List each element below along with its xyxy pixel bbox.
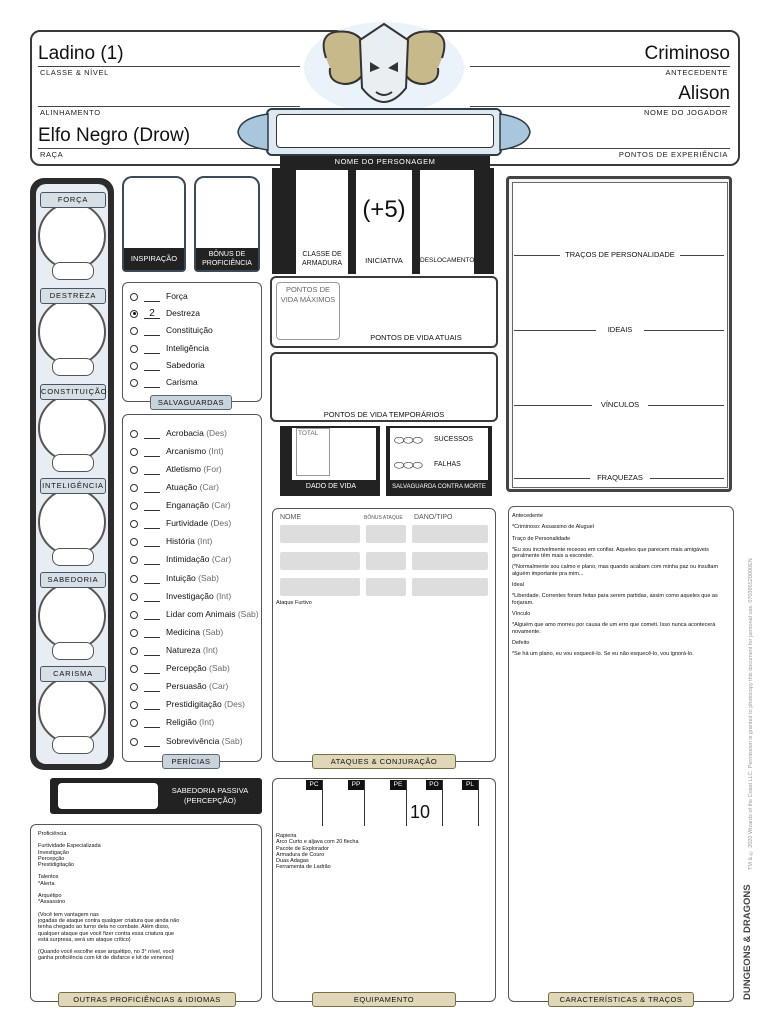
skill-row[interactable]: [130, 427, 227, 439]
skill-attribute: (Int): [199, 717, 215, 727]
passive-wisdom-input[interactable]: [58, 783, 158, 809]
coin-pp[interactable]: [330, 780, 365, 826]
ability-name: DESTREZA: [40, 288, 106, 304]
coin-name: PP: [348, 780, 364, 790]
skill-attribute: (Sab): [237, 609, 259, 619]
proficiency-radio[interactable]: [130, 701, 138, 709]
attack-damage-cell[interactable]: [412, 552, 488, 570]
ability-score-circle: [38, 676, 106, 744]
ability-score-circle: [38, 582, 106, 650]
skill-row[interactable]: [130, 644, 218, 656]
death-saves-label: SALVAGUARDA CONTRA MORTE: [392, 484, 486, 490]
ornament-right-icon: [498, 110, 534, 154]
ram-skull-emblem-icon: [296, 18, 472, 118]
features-label: CARACTERÍSTICAS & TRAÇOS: [548, 992, 694, 1007]
text-line: Prestidigitação: [38, 862, 75, 869]
text-line: tenha chegado ao turno dela no combate. Além disso,: [38, 924, 170, 931]
skill-bonus[interactable]: [144, 664, 160, 674]
proficiency-radio[interactable]: [130, 362, 138, 370]
equipment-item: Arco Curto e aljava com 20 flecha: [276, 839, 359, 846]
skill-attribute: (Car): [211, 500, 231, 510]
skill-bonus[interactable]: [144, 519, 160, 529]
skill-row[interactable]: [130, 716, 214, 728]
proficiency-radio[interactable]: [130, 647, 138, 655]
coin-name: PO: [426, 780, 442, 790]
skill-row[interactable]: [130, 590, 231, 602]
proficiency-radio[interactable]: [130, 466, 138, 474]
attack-name-cell[interactable]: [280, 525, 360, 543]
proficiency-radio[interactable]: [130, 430, 138, 438]
text-line: Arquétipo: [38, 893, 62, 900]
attack-bonus-cell[interactable]: [366, 552, 406, 570]
text-line: está surpresa, será um ataque crítico): [38, 936, 131, 943]
skill-name: Enganação: [166, 500, 210, 510]
skill-bonus[interactable]: [144, 501, 160, 511]
save-row[interactable]: [130, 342, 209, 354]
save-name: Sabedoria: [166, 360, 205, 370]
ability-score-circle: [38, 202, 106, 270]
bonds-label: VÍNCULOS: [592, 400, 648, 409]
attack-name-cell[interactable]: [280, 578, 360, 596]
ability-name: CARISMA: [40, 666, 106, 682]
skill-name: Acrobacia: [166, 428, 204, 438]
ability-modifier-input[interactable]: [52, 262, 94, 280]
save-row[interactable]: [130, 324, 213, 336]
skill-bonus[interactable]: [144, 610, 160, 620]
text-line: forjaram.: [512, 599, 534, 606]
text-line: jogadas de ataque contra qualquer criatura que ainda não: [38, 917, 180, 924]
skill-attribute: (Car): [209, 681, 229, 691]
proficiency-radio[interactable]: [130, 310, 138, 318]
skill-row[interactable]: [130, 499, 231, 511]
ability-inteligencia: [34, 478, 110, 570]
brand-logo: DUNGEONS & DRAGONS: [742, 884, 753, 1000]
skill-bonus[interactable]: [144, 447, 160, 457]
skill-row[interactable]: [130, 698, 245, 710]
skill-bonus[interactable]: [144, 574, 160, 584]
ornament-left-icon: [234, 110, 270, 154]
skill-name: Lidar com Animais: [166, 609, 236, 619]
skills-list: [130, 427, 264, 751]
coin-value[interactable]: 10: [409, 802, 431, 822]
saving-throws-label: SALVAGUARDAS: [150, 395, 232, 410]
text-line: (*Normalmente sou calmo e plano, mas quando acabam com minha paz ou insultam: [512, 564, 719, 571]
death-successes-label: SUCESSOS: [434, 436, 473, 443]
equipment-list[interactable]: [276, 833, 426, 871]
skill-row[interactable]: [130, 463, 222, 475]
personality-label: TRAÇOS DE PERSONALIDADE: [560, 250, 680, 259]
save-row[interactable]: [130, 376, 198, 388]
text-line: (Quando você escolhe esse arquétipo, no 3° nível, você: [38, 949, 175, 956]
skill-bonus[interactable]: [144, 429, 160, 439]
proficiency-radio[interactable]: [130, 448, 138, 456]
coin-name: PE: [390, 780, 406, 790]
ability-constituicao: [34, 384, 110, 476]
player-name-label: NOME DO JOGADOR: [643, 108, 728, 117]
other-proficiencies-text[interactable]: [38, 831, 214, 962]
proficiency-radio[interactable]: [130, 379, 138, 387]
skill-name: Natureza: [166, 645, 201, 655]
text-line: Furtividade Especializada: [38, 843, 101, 850]
skill-bonus[interactable]: [144, 682, 160, 692]
skill-name: Atuação: [166, 482, 198, 492]
death-failure-pips[interactable]: ⬭⬭⬭: [394, 458, 422, 472]
skill-bonus[interactable]: [144, 628, 160, 638]
save-name: Constituição: [166, 325, 213, 335]
ability-forca: [34, 192, 110, 284]
skill-attribute: (Int): [197, 536, 213, 546]
attacks-col-name: NOME: [280, 514, 301, 521]
skill-attribute: (Int): [202, 645, 218, 655]
coin-column: [292, 780, 478, 830]
save-bonus[interactable]: [144, 344, 160, 354]
skill-bonus[interactable]: [144, 700, 160, 710]
ability-score-circle: [38, 298, 106, 366]
attacks-label: ATAQUES & CONJURAÇÃO: [312, 754, 456, 769]
skill-name: Prestidigitação: [166, 699, 222, 709]
proficiency-radio[interactable]: [130, 629, 138, 637]
proficiency-radio[interactable]: [130, 575, 138, 583]
attacks-col-bonus: BÔNUS ATAQUE: [364, 515, 403, 521]
skill-attribute: (Sab): [209, 663, 230, 673]
ability-name: INTELIGÊNCIA: [40, 478, 106, 494]
attack-damage-cell[interactable]: [412, 578, 488, 596]
passive-wisdom-label: SABEDORIA PASSIVA (PERCEPÇÃO): [171, 786, 249, 805]
xp-label: PONTOS DE EXPERIÊNCIA: [618, 150, 728, 159]
proficiency-radio[interactable]: [130, 484, 138, 492]
save-bonus[interactable]: [144, 378, 160, 388]
save-name: Destreza: [166, 308, 201, 318]
skill-row[interactable]: [130, 553, 231, 565]
save-bonus[interactable]: [144, 292, 160, 302]
ability-carisma: [34, 666, 110, 758]
text-line: *Liberdade. Correntes foram feitas para serem partidas, assim como aqueles que as: [512, 593, 718, 600]
attacks-col-damage: DANO/TIPO: [414, 514, 453, 521]
text-line: Proficiência: [38, 831, 67, 837]
text-line: *Eu sou incrivelmente receoso em confiar. Aqueles que parecem mais amigáveis: [512, 546, 709, 553]
attack-name-cell[interactable]: [280, 552, 360, 570]
text-line: *Se há um plano, eu vou esquecê-lo. Se eu não esquecê-lo, vou ignorá-lo.: [512, 651, 694, 658]
proficiency-radio[interactable]: [130, 719, 138, 727]
traits-inner: [512, 182, 728, 488]
save-name: Inteligência: [166, 343, 210, 353]
hit-dice-label: DADO DE VIDA: [305, 483, 357, 490]
text-line: *Assassino: [38, 899, 66, 906]
equipment-item: Duas Adagas: [276, 858, 309, 865]
skill-attribute: (Des): [224, 699, 245, 709]
character-name-box[interactable]: [266, 108, 502, 156]
alignment-label: ALINHAMENTO: [40, 108, 101, 117]
other-proficiencies-label: OUTRAS PROFICIÊNCIAS & IDIOMAS: [58, 992, 236, 1007]
ability-modifier-input[interactable]: [52, 454, 94, 472]
text-line: Percepção: [38, 855, 65, 862]
text-line: (Você tem vantagem nas: [38, 911, 99, 918]
ability-sabedoria: [34, 572, 110, 664]
skill-bonus[interactable]: [144, 465, 160, 475]
player-name-value[interactable]: Alison: [678, 83, 730, 104]
race-value[interactable]: Elfo Negro (Drow): [38, 125, 191, 146]
ability-name: FORÇA: [40, 192, 106, 208]
ability-modifier-input[interactable]: [52, 642, 94, 660]
alignment-rule: [38, 106, 300, 107]
background-rule: [470, 66, 730, 67]
background-label: ANTECEDENTE: [665, 68, 728, 77]
skill-attribute: (Car): [211, 554, 232, 564]
skill-bonus[interactable]: [144, 555, 160, 565]
text-line: geralmente têm mais a esconder.: [512, 553, 594, 560]
skill-name: Intimidação: [166, 554, 210, 564]
text-line: *Criminoso: Assassino de Aluguel: [512, 524, 594, 531]
flaws-label: FRAQUEZAS: [590, 473, 650, 482]
text-line: *Alerta: [38, 880, 55, 887]
class-level-value[interactable]: Ladino (1): [38, 43, 124, 64]
legal-text: TM & © 2020 Wizards of the Coast LLC. Permission is granted to photocopy this document for personal use. 070395520000EN: [748, 558, 754, 870]
proficiency-radio[interactable]: [130, 593, 138, 601]
death-success-pips[interactable]: ⬭⬭⬭: [394, 433, 422, 447]
ability-score-circle: [38, 488, 106, 556]
text-line: alguém importante pra mim...: [512, 570, 584, 577]
equipment-item: Pacote de Explorador: [276, 845, 329, 852]
skill-name: Religião: [166, 717, 197, 727]
attack-bonus-cell[interactable]: [366, 525, 406, 543]
class-level-rule: [38, 66, 300, 67]
skill-bonus[interactable]: [144, 537, 160, 547]
attack-bonus-cell[interactable]: [366, 578, 406, 596]
skill-name: Furtividade: [166, 518, 209, 528]
text-line: Investigação: [38, 849, 69, 856]
save-bonus[interactable]: [144, 326, 160, 336]
proficiency-radio[interactable]: [130, 665, 138, 673]
skill-attribute: (Des): [206, 428, 227, 438]
save-row[interactable]: [130, 290, 188, 302]
ability-score-circle: [38, 394, 106, 462]
race-label: RAÇA: [40, 150, 64, 159]
skill-row[interactable]: [130, 662, 230, 674]
text-line: Antecedente: [512, 513, 543, 519]
attacks-notes[interactable]: Ataque Furtivo: [276, 600, 312, 606]
skill-attribute: (Sab): [221, 736, 243, 746]
skill-row[interactable]: [130, 735, 243, 747]
skill-row[interactable]: [130, 535, 212, 547]
equipment-item: Rapieira: [276, 833, 297, 839]
skill-attribute: (Car): [199, 482, 219, 492]
save-bonus[interactable]: 2: [144, 309, 160, 319]
skill-attribute: (Int): [216, 591, 232, 601]
proficiency-radio[interactable]: [130, 611, 138, 619]
text-line: Traço de Personalidade: [512, 535, 571, 542]
proficiency-radio[interactable]: [130, 293, 138, 301]
skill-attribute: (Des): [210, 518, 232, 528]
inspiration-label: INSPIRAÇÃO: [124, 248, 184, 270]
text-line: *Alguém que amo morreu por causa de um erro que cometi. Isso nunca acontecerá: [512, 622, 716, 629]
text-line: Ideal: [512, 582, 524, 589]
skill-bonus[interactable]: [144, 592, 160, 602]
text-line: novamente.: [512, 628, 541, 635]
skill-row[interactable]: [130, 481, 219, 493]
text-line: Talentos: [38, 874, 59, 881]
skill-name: Sobrevivência: [166, 736, 220, 746]
hp-current-label: PONTOS DE VIDA ATUAIS: [370, 333, 462, 342]
ability-name: SABEDORIA: [40, 572, 106, 588]
ability-destreza: [34, 288, 110, 380]
skill-row[interactable]: [130, 680, 228, 692]
skill-name: Persuasão: [166, 681, 207, 691]
save-row[interactable]: [130, 307, 200, 319]
background-value[interactable]: Criminoso: [644, 43, 730, 64]
attacks-panel: [272, 508, 496, 762]
skill-row[interactable]: [130, 517, 231, 529]
armor-class-label: CLASSE DE ARMADURA: [301, 251, 343, 267]
equipment-label: EQUIPAMENTO: [312, 992, 456, 1007]
proficiency-radio[interactable]: [130, 738, 138, 746]
skill-attribute: (Int): [208, 446, 224, 456]
coin-pc[interactable]: [292, 780, 323, 826]
coin-po[interactable]: [408, 780, 443, 826]
ability-modifier-input[interactable]: [52, 548, 94, 566]
ideals-label: IDEAIS: [596, 325, 644, 334]
skill-attribute: (Sab): [202, 627, 224, 637]
text-line: Defeito: [512, 639, 530, 646]
skill-row[interactable]: [130, 445, 224, 457]
coin-name: PC: [306, 780, 322, 790]
skill-bonus[interactable]: [144, 737, 160, 747]
skill-bonus[interactable]: [144, 646, 160, 656]
skill-row[interactable]: [130, 572, 219, 584]
ability-modifier-input[interactable]: [52, 736, 94, 754]
coin-pl[interactable]: [444, 780, 479, 826]
save-name: Força: [166, 291, 188, 301]
ability-modifier-input[interactable]: [52, 358, 94, 376]
features-text[interactable]: [512, 513, 720, 657]
initiative-label: INICIATIVA: [365, 256, 403, 265]
player-name-rule: [470, 106, 730, 107]
skill-name: Intuição: [166, 573, 196, 583]
proficiency-radio[interactable]: [130, 327, 138, 335]
save-row[interactable]: [130, 359, 205, 371]
skill-name: Atletismo: [166, 464, 201, 474]
class-level-label: CLASSE & NÍVEL: [40, 68, 109, 77]
character-name-input[interactable]: [276, 114, 494, 148]
skill-name: Arcanismo: [166, 446, 207, 456]
text-line: Vínculo: [512, 610, 531, 617]
save-bonus[interactable]: [144, 361, 160, 371]
equipment-item: Ferramenta de Ladrão: [276, 864, 331, 871]
initiative-value[interactable]: (+5): [362, 196, 406, 223]
skill-attribute: (Sab): [198, 573, 219, 583]
skill-row[interactable]: [130, 626, 223, 638]
skill-name: História: [166, 536, 195, 546]
skills-label: PERÍCIAS: [162, 754, 220, 769]
skill-bonus[interactable]: [144, 718, 160, 728]
skill-bonus[interactable]: [144, 483, 160, 493]
ability-name: CONSTITUIÇÃO: [40, 384, 106, 400]
skill-name: Percepção: [166, 663, 207, 673]
text-line: qualquer ataque que você fizer contra essa criatura que: [38, 930, 175, 937]
skill-name: Medicina: [166, 627, 201, 637]
proficiency-radio[interactable]: [130, 556, 138, 564]
hp-max-label: PONTOS DE VIDA MÁXIMOS: [280, 285, 336, 304]
hit-dice-total-label: TOTAL: [298, 430, 319, 437]
attack-damage-cell[interactable]: [412, 525, 488, 543]
proficiency-radio[interactable]: [130, 345, 138, 353]
character-name-label: NOME DO PERSONAGEM: [280, 156, 490, 168]
speed-label: DESLOCAMENTO: [420, 257, 475, 264]
death-failures-label: FALHAS: [434, 461, 461, 468]
text-line: ganha proficiência com kit de disfarce e kit de venenos): [38, 955, 174, 962]
equipment-item: Armadura de Couro: [276, 851, 325, 858]
skill-attribute: (For): [203, 464, 222, 474]
skill-name: Investigação: [166, 591, 214, 601]
hp-temp-label: PONTOS DE VIDA TEMPORÁRIOS: [323, 410, 445, 419]
proficiency-radio[interactable]: [130, 538, 138, 546]
skill-row[interactable]: [130, 608, 259, 620]
save-name: Carisma: [166, 377, 198, 387]
proficiency-radio[interactable]: [130, 520, 138, 528]
proficiency-radio[interactable]: [130, 683, 138, 691]
coin-name: PL: [462, 780, 478, 790]
saving-throws-list: [130, 290, 260, 392]
proficiency-label: BÔNUS DE PROFICIÊNCIA: [196, 248, 258, 270]
proficiency-radio[interactable]: [130, 502, 138, 510]
